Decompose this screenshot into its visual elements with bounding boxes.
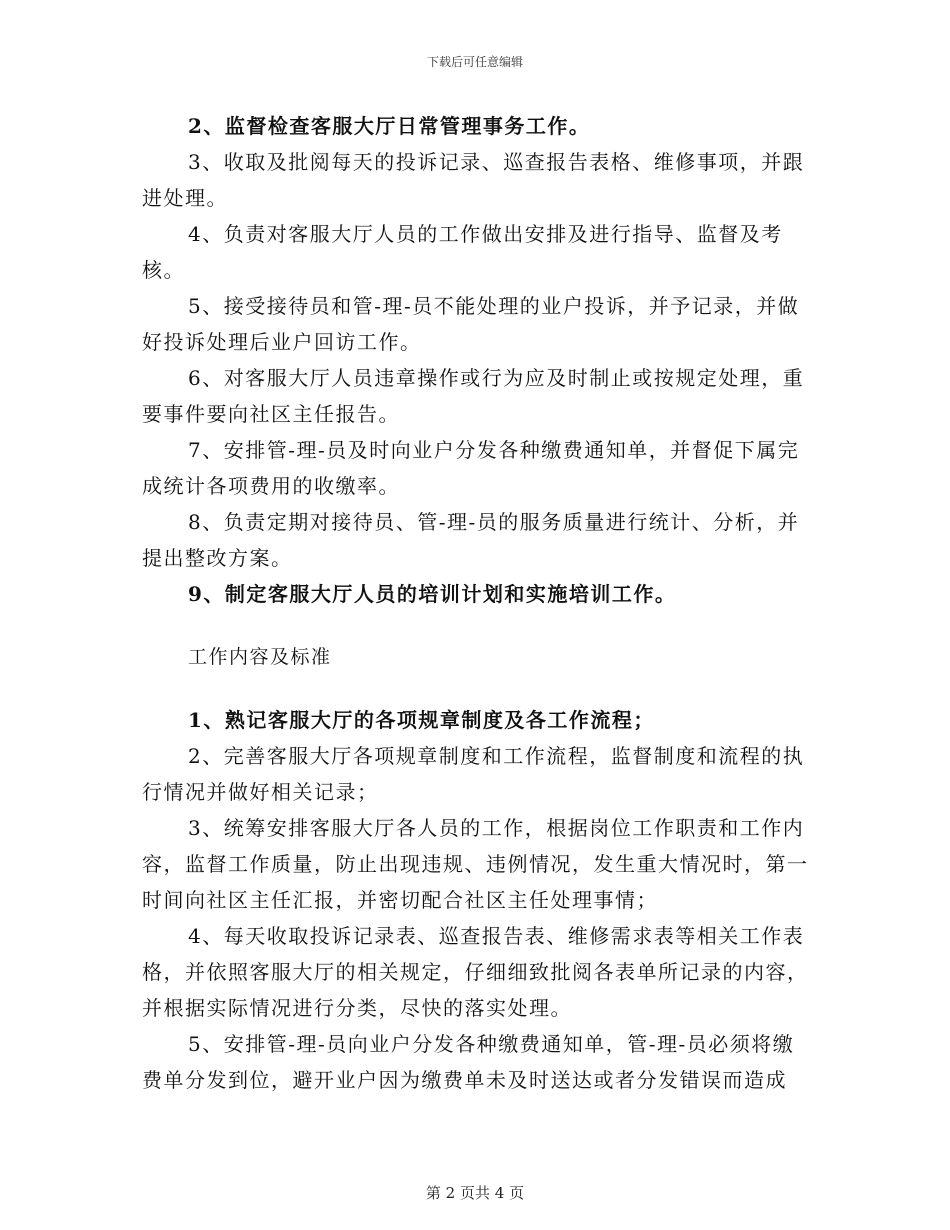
duty-paragraph-8: 8、负责定期对接待员、管-理-员的服务质量进行统计、分析，并提出整改方案。 — [142, 510, 800, 570]
duty-paragraph-9: 9、制定客服大厅人员的培训计划和实施培训工作。 — [188, 582, 677, 606]
duty-paragraph-2: 2、监督检查客服大厅日常管理事务工作。 — [188, 114, 591, 138]
standard-paragraph-1: 1、熟记客服大厅的各项规章制度及各工作流程； — [188, 708, 655, 732]
duty-paragraph-6: 6、对客服大厅人员违章操作或行为应及时制止或按规定处理，重要事件要向社区主任报告。 — [142, 366, 805, 426]
standard-paragraph-2: 2、完善客服大厅各项规章制度和工作流程，监督制度和流程的执行情况并做好相关记录； — [142, 744, 805, 804]
section-title: 工作内容及标准 — [188, 646, 332, 668]
standard-paragraph-5: 5、安排管-理-员向业户分发各种缴费通知单，管-理-员必须将缴费单分发到位，避开业户因为缴费单未及时送达或者分发错误而造成 — [142, 1032, 795, 1092]
duty-paragraph-3: 3、收取及批阅每天的投诉记录、巡查报告表格、维修事项，并跟进处理。 — [142, 150, 805, 210]
standard-paragraph-4: 4、每天收取投诉记录表、巡查报告表、维修需求表等相关工作表格，并依照客服大厅的相关规定，仔细细致批阅各表单所记录的内容，并根据实际情况进行分类，尽快的落实处理。 — [142, 924, 809, 1020]
duty-paragraph-5: 5、接受接待员和管-理-员不能处理的业户投诉，并予记录，并做好投诉处理后业户回访工作。 — [142, 294, 800, 354]
document-body — [142, 108, 812, 1098]
page-footer: 第 2 页共 4 页 — [425, 1184, 525, 1202]
page-header: 下载后可任意编辑 — [426, 55, 523, 69]
standard-paragraph-3: 3、统筹安排客服大厅各人员的工作，根据岗位工作职责和工作内容，监督工作质量，防止出现违规、违例情况，发生重大情况时，第一时间向社区主任汇报，并密切配合社区主任处理事情； — [142, 816, 809, 912]
duty-paragraph-7: 7、安排管-理-员及时向业户分发各种缴费通知单，并督促下属完成统计各项费用的收缴率。 — [142, 438, 800, 498]
duty-paragraph-4: 4、负责对客服大厅人员的工作做出安排及进行指导、监督及考核。 — [142, 222, 783, 282]
